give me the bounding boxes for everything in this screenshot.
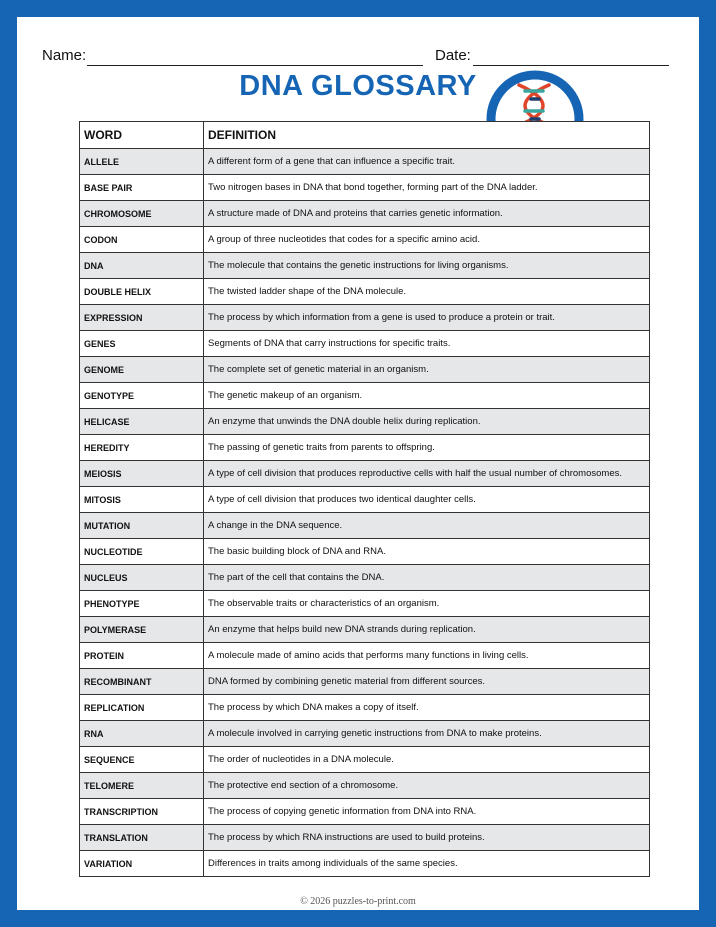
glossary-word: VARIATION: [80, 851, 204, 877]
glossary-word: MUTATION: [80, 513, 204, 539]
glossary-word: GENOTYPE: [80, 383, 204, 409]
glossary-definition: DNA formed by combining genetic material from different sources.: [204, 669, 650, 695]
table-row: [80, 669, 650, 695]
glossary-definition: The process by which DNA makes a copy of itself.: [204, 695, 650, 721]
glossary-definition: A type of cell division that produces two identical daughter cells.: [204, 487, 650, 513]
table-row: [80, 305, 650, 331]
glossary-definition: The basic building block of DNA and RNA.: [204, 539, 650, 565]
glossary-definition: A different form of a gene that can influence a specific trait.: [204, 149, 650, 175]
table-header-row: [80, 122, 650, 149]
table-row: [80, 825, 650, 851]
glossary-definition: The process of copying genetic information from DNA into RNA.: [204, 799, 650, 825]
name-label: Name:: [42, 47, 87, 64]
glossary-word: RNA: [80, 721, 204, 747]
glossary-definition: The twisted ladder shape of the DNA molecule.: [204, 279, 650, 305]
table-row: [80, 643, 650, 669]
glossary-word: ALLELE: [80, 149, 204, 175]
glossary-definition: The observable traits or characteristics of an organism.: [204, 591, 650, 617]
table-row: [80, 227, 650, 253]
glossary-word: TRANSLATION: [80, 825, 204, 851]
glossary-word: TELOMERE: [80, 773, 204, 799]
glossary-table: [79, 121, 650, 877]
glossary-word: EXPRESSION: [80, 305, 204, 331]
glossary-word: MITOSIS: [80, 487, 204, 513]
glossary-definition: An enzyme that unwinds the DNA double helix during replication.: [204, 409, 650, 435]
table-row: [80, 253, 650, 279]
column-header-word: WORD: [80, 122, 204, 149]
table-row: [80, 461, 650, 487]
glossary-definition: The molecule that contains the genetic instructions for living organisms.: [204, 253, 650, 279]
glossary-definition: Segments of DNA that carry instructions for specific traits.: [204, 331, 650, 357]
glossary-definition: Two nitrogen bases in DNA that bond together, forming part of the DNA ladder.: [204, 175, 650, 201]
glossary-definition: A molecule made of amino acids that performs many functions in living cells.: [204, 643, 650, 669]
glossary-definition: The process by which RNA instructions are used to build proteins.: [204, 825, 650, 851]
glossary-definition: The process by which information from a gene is used to produce a protein or trait.: [204, 305, 650, 331]
glossary-word: DOUBLE HELIX: [80, 279, 204, 305]
date-label: Date:: [435, 47, 471, 64]
name-blank-line: [87, 65, 423, 66]
table-row: [80, 357, 650, 383]
table-row: [80, 513, 650, 539]
glossary-definition: A molecule involved in carrying genetic instructions from DNA to make proteins.: [204, 721, 650, 747]
glossary-definition: The genetic makeup of an organism.: [204, 383, 650, 409]
table-row: [80, 539, 650, 565]
glossary-word: TRANSCRIPTION: [80, 799, 204, 825]
copyright-footer: © 2026 puzzles-to-print.com: [300, 896, 416, 907]
table-row: [80, 851, 650, 877]
glossary-definition: Differences in traits among individuals of the same species.: [204, 851, 650, 877]
table-row: [80, 695, 650, 721]
glossary-definition: A structure made of DNA and proteins that carries genetic information.: [204, 201, 650, 227]
glossary-word: CHROMOSOME: [80, 201, 204, 227]
table-row: [80, 279, 650, 305]
table-row: [80, 617, 650, 643]
glossary-word: MEIOSIS: [80, 461, 204, 487]
glossary-body: [80, 149, 650, 877]
glossary-definition: The passing of genetic traits from parents to offspring.: [204, 435, 650, 461]
table-row: [80, 175, 650, 201]
table-row: [80, 591, 650, 617]
glossary-word: PROTEIN: [80, 643, 204, 669]
glossary-word: CODON: [80, 227, 204, 253]
page-title: DNA GLOSSARY: [239, 70, 477, 102]
glossary-definition: A type of cell division that produces reproductive cells with half the usual number of chromosomes.: [204, 461, 650, 487]
column-header-definition: DEFINITION: [204, 122, 650, 149]
table-row: [80, 799, 650, 825]
table-row: [80, 747, 650, 773]
table-row: [80, 773, 650, 799]
table-row: [80, 383, 650, 409]
glossary-definition: A change in the DNA sequence.: [204, 513, 650, 539]
glossary-word: HELICASE: [80, 409, 204, 435]
glossary-word: BASE PAIR: [80, 175, 204, 201]
table-row: [80, 201, 650, 227]
glossary-definition: The protective end section of a chromosome.: [204, 773, 650, 799]
glossary-word: PHENOTYPE: [80, 591, 204, 617]
glossary-word: NUCLEUS: [80, 565, 204, 591]
table-row: [80, 565, 650, 591]
glossary-word: REPLICATION: [80, 695, 204, 721]
glossary-definition: The complete set of genetic material in an organism.: [204, 357, 650, 383]
table-row: [80, 487, 650, 513]
table-row: [80, 721, 650, 747]
glossary-definition: The part of the cell that contains the DNA.: [204, 565, 650, 591]
glossary-word: NUCLEOTIDE: [80, 539, 204, 565]
table-row: [80, 435, 650, 461]
glossary-definition: The order of nucleotides in a DNA molecule.: [204, 747, 650, 773]
glossary-word: SEQUENCE: [80, 747, 204, 773]
table-row: [80, 149, 650, 175]
glossary-word: POLYMERASE: [80, 617, 204, 643]
glossary-definition: An enzyme that helps build new DNA strands during replication.: [204, 617, 650, 643]
table-row: [80, 331, 650, 357]
table-row: [80, 409, 650, 435]
glossary-word: GENES: [80, 331, 204, 357]
glossary-word: RECOMBINANT: [80, 669, 204, 695]
glossary-word: HEREDITY: [80, 435, 204, 461]
glossary-word: GENOME: [80, 357, 204, 383]
glossary-word: DNA: [80, 253, 204, 279]
glossary-definition: A group of three nucleotides that codes for a specific amino acid.: [204, 227, 650, 253]
worksheet-page: [17, 17, 699, 910]
